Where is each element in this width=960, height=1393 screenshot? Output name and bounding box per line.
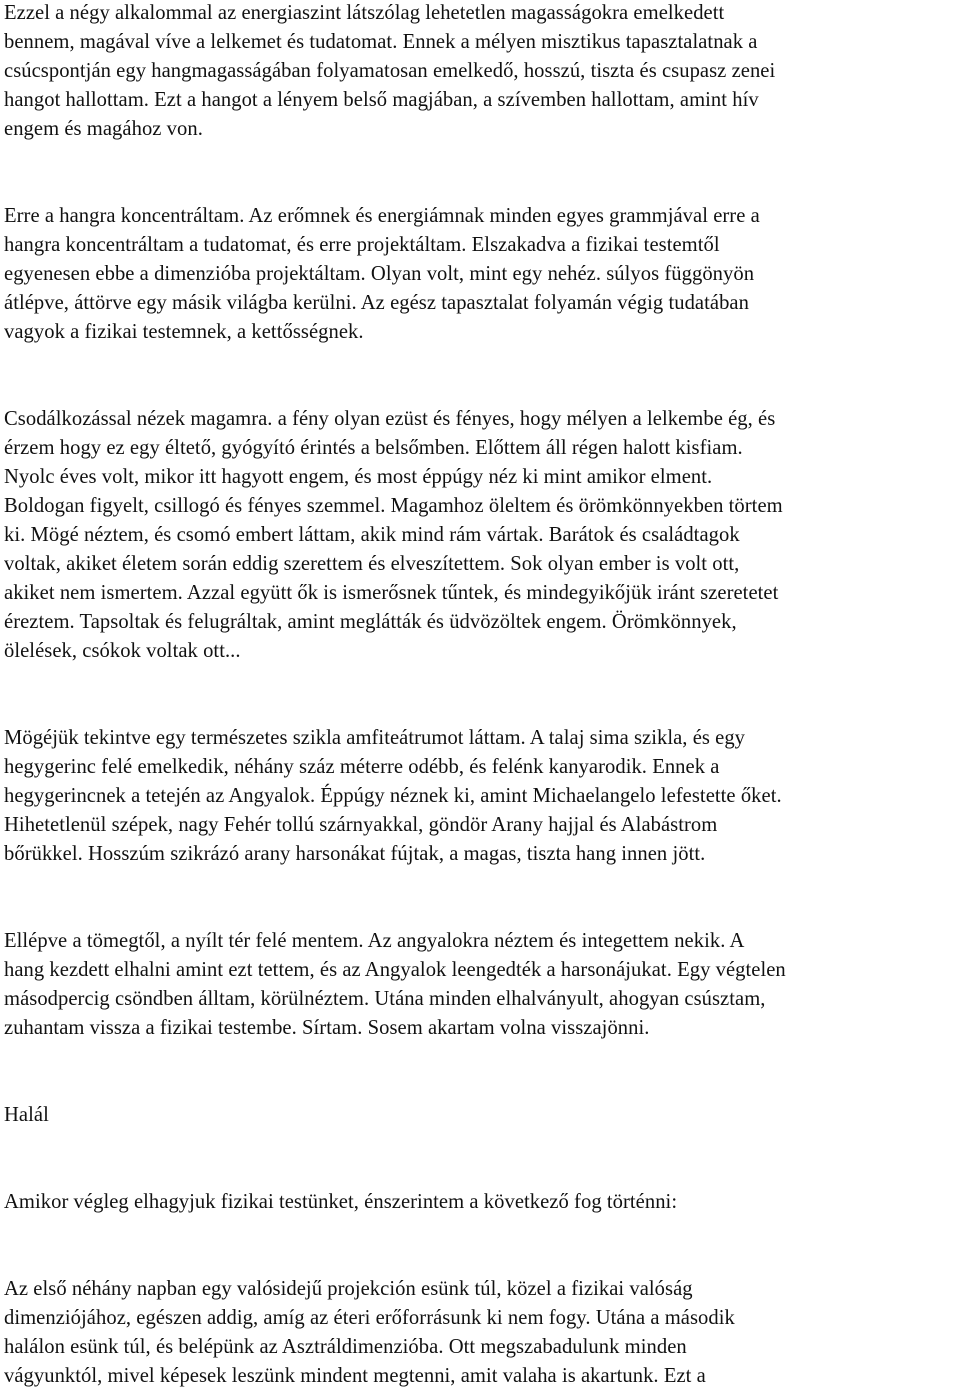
text-line: érzem hogy ez egy éltető, gyógyító érintés a belsőmben. Előttem áll régen halott kisfiam. [4, 437, 743, 459]
text-line: zuhantam vissza a fizikai testembe. Sírtam. Sosem akartam volna visszajönni. [4, 1017, 650, 1039]
text-line: hegygerinc felé emelkedik, néhány száz méterre odébb, és felénk kanyarodik. Ennek a [4, 756, 720, 778]
paragraph-return [4, 927, 960, 1043]
text-line: átlépve, áttörve egy másik világba kerülni. Az egész tapasztalat folyamán végig tudatában [4, 292, 749, 314]
text-line: Ezzel a négy alkalommal az energiaszint látszólag lehetetlen magasságokra emelkedett [4, 2, 725, 24]
text-line: Halál [4, 1104, 49, 1126]
text-line: hangot hallottam. Ezt a hangot a lényem belső magjában, a szívemben hallottam, amint hív [4, 89, 759, 111]
text-line: Az első néhány napban egy valósidejű projekción esünk túl, közel a fizikai valóság [4, 1278, 693, 1300]
text-line: csúcspontján egy hangmagasságában folyamatosan emelkedő, hosszú, tiszta és csupasz zenei [4, 60, 776, 82]
text-line: Boldogan figyelt, csillogó és fényes szemmel. Magamhoz öleltem és örömkönnyekben törtem [4, 495, 783, 517]
text-line: hang kezdett elhalni amint ezt tettem, és az Angyalok leengedték a harsonájukat. Egy végtelen [4, 959, 786, 981]
text-line: egyenesen ebbe a dimenzióba projektáltam. Olyan volt, mint egy nehéz. súlyos függönyön [4, 263, 755, 285]
text-line: bőrükkel. Hosszúm szikrázó arany harsonákat fújtak, a magas, tiszta hang innen jött. [4, 843, 706, 865]
paragraph-intro [4, 1188, 960, 1217]
text-line: dimenziójához, egészen addig, amíg az éteri erőforrásunk ki nem fogy. Utána a második [4, 1307, 735, 1329]
text-line: akiket nem ismertem. Azzal együtt ők is ismerősnek tűntek, és mindegyikőjük iránt szeretetet [4, 582, 779, 604]
text-line: Csodálkozással nézek magamra. a fény olyan ezüst és fényes, hogy mélyen a lelkembe ég, és [4, 408, 776, 430]
paragraph-gap [4, 1043, 960, 1101]
text-line: vagyok a fizikai testemnek, a kettősségnek. [4, 321, 364, 343]
text-line: Amikor végleg elhagyjuk fizikai testünket, énszerintem a következő fog történni: [4, 1191, 678, 1213]
section-heading [4, 1101, 960, 1130]
paragraph-reunion [4, 405, 960, 666]
paragraph-gap [4, 666, 960, 724]
text-line: voltak, akiket életem során eddig szerettem és elveszítettem. Sok olyan ember is volt ott, [4, 553, 740, 575]
text-line: ki. Mögé néztem, és csomó embert láttam, akik mind rám vártak. Barátok és családtagok [4, 524, 740, 546]
text-line: Mögéjük tekintve egy természetes szikla amfiteátrumot láttam. A talaj sima szikla, és egy [4, 727, 746, 749]
text-line: ölelések, csókok voltak ott... [4, 640, 241, 662]
text-line: Nyolc éves volt, mikor itt hagyott engem, és most éppúgy néz ki mint amikor elment. [4, 466, 713, 488]
paragraph-gap [4, 347, 960, 405]
text-line: vágyunktól, mivel képesek leszünk mindent megtenni, amit valaha is akartunk. Ezt a [4, 1365, 706, 1387]
paragraph-gap [4, 1217, 960, 1275]
text-line: bennem, magával víve a lelkemet és tudatomat. Ennek a mélyen misztikus tapasztalatnak a [4, 31, 758, 53]
text-line: hegygerincnek a tetején az Angyalok. Éppúgy néznek ki, amint Michaelangelo lefestette őket. [4, 785, 782, 807]
paragraph-gap [4, 869, 960, 927]
text-line: Erre a hangra koncentráltam. Az erőmnek és energiámnak minden egyes grammjával erre a [4, 205, 760, 227]
document-body [4, 0, 960, 1391]
text-line: Ellépve a tömegtől, a nyílt tér felé mentem. Az angyalokra néztem és integettem nekik. A [4, 930, 745, 952]
text-line: éreztem. Tapsoltak és felugráltak, amint meglátták és üdvözöltek engem. Örömkönnyek, [4, 611, 737, 633]
text-line: Hihetetlenül szépek, nagy Fehér tollú szárnyakkal, göndör Arany hajjal és Alabástrom [4, 814, 718, 836]
text-line: halálon esünk túl, és belépünk az Asztráldimenzióba. Ott megszabadulunk minden [4, 1336, 687, 1358]
paragraph-concentration [4, 202, 960, 347]
text-line: engem és magához von. [4, 118, 203, 140]
paragraph-amphitheatre [4, 724, 960, 869]
text-line: másodpercig csöndben álltam, körülnéztem. Utána minden elhalványult, ahogyan csúsztam, [4, 988, 766, 1010]
paragraph-gap [4, 144, 960, 202]
paragraph-energy [4, 0, 960, 144]
paragraph-first-days [4, 1275, 960, 1391]
paragraph-gap [4, 1130, 960, 1188]
text-line: hangra koncentráltam a tudatomat, és erre projektáltam. Elszakadva a fizikai testemtől [4, 234, 720, 256]
